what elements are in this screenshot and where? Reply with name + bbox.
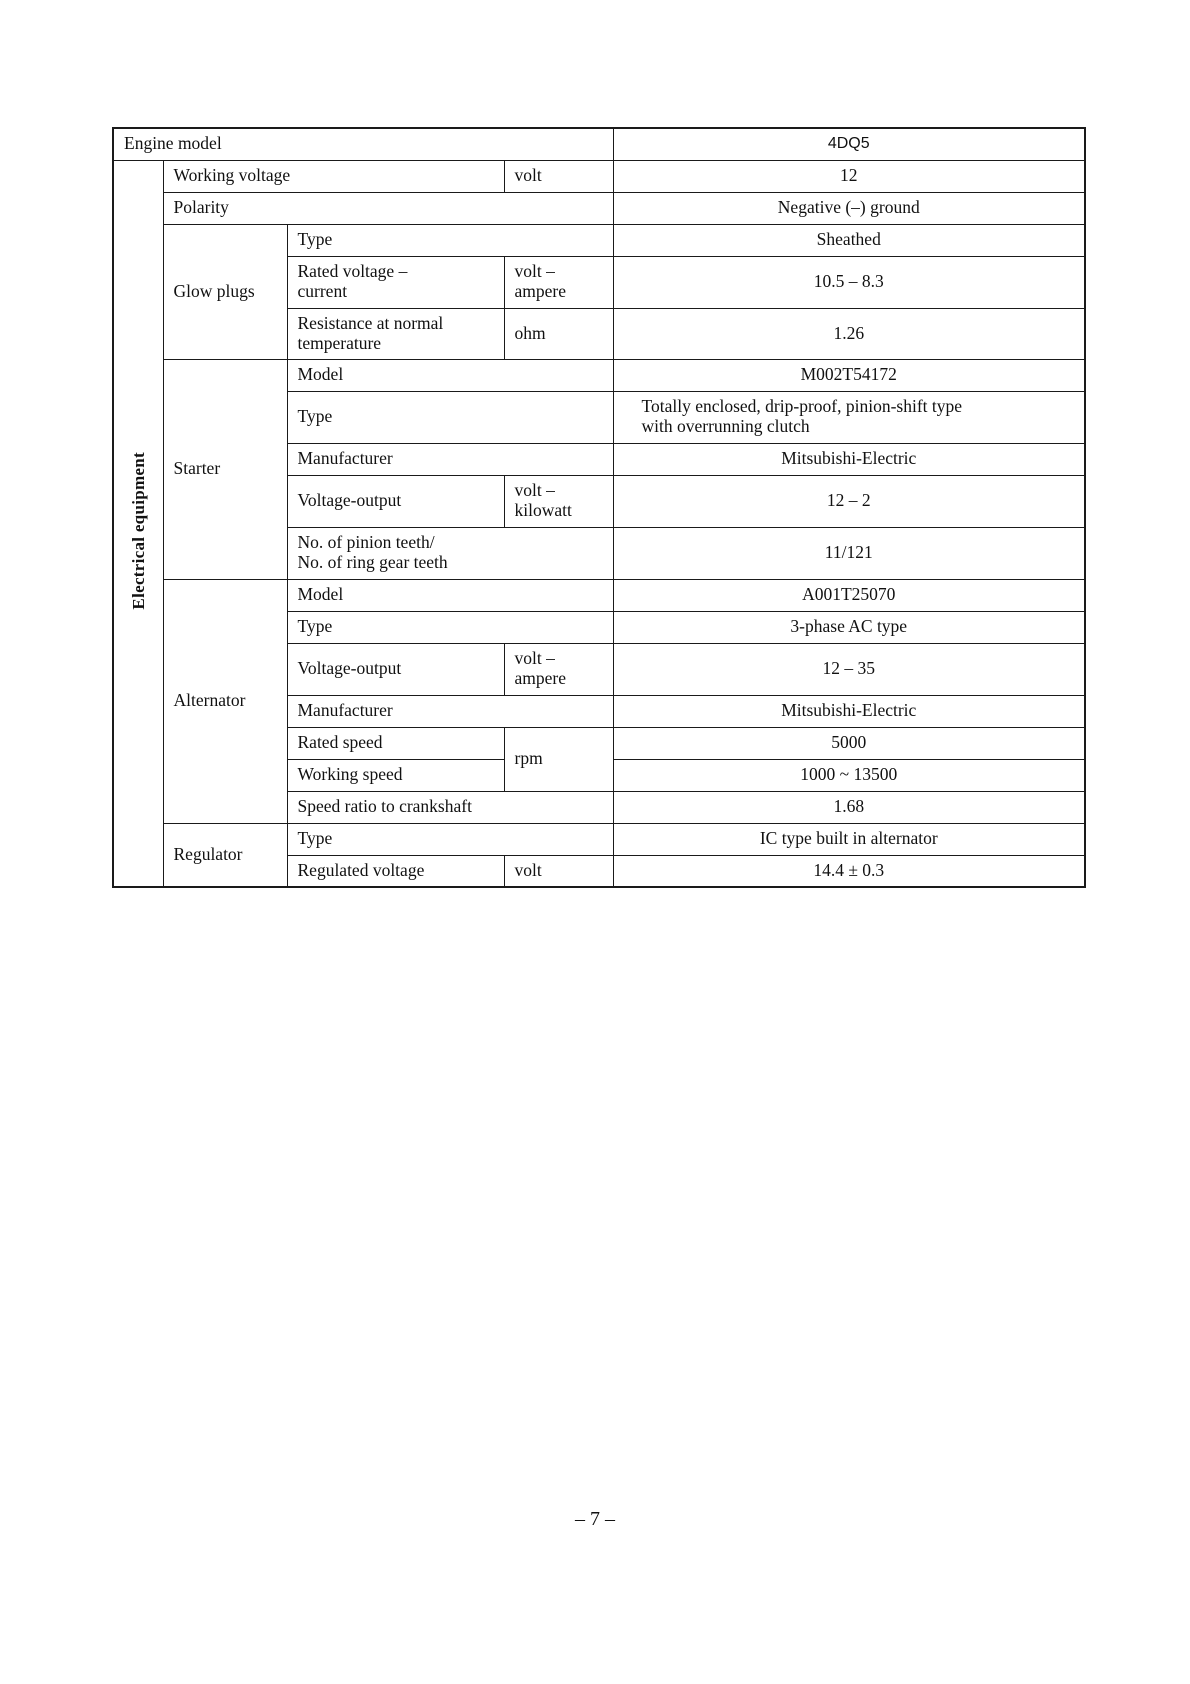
- starter-manufacturer-value: Mitsubishi-Electric: [613, 443, 1085, 475]
- section-label-cell: [113, 160, 163, 887]
- polarity-label: Polarity: [163, 192, 613, 224]
- starter-teeth-label: No. of pinion teeth/ No. of ring gear teeth: [287, 527, 613, 579]
- alternator-rated-speed-label: Rated speed: [287, 727, 504, 759]
- page-number: – 7 –: [575, 1508, 615, 1530]
- engine-model-label: Engine model: [113, 128, 613, 160]
- starter-type-value: Totally enclosed, drip-proof, pinion-shift type with overrunning clutch: [613, 391, 1085, 443]
- alternator-speed-ratio-label: Speed ratio to crankshaft: [287, 791, 613, 823]
- glow-type-label: Type: [287, 224, 613, 256]
- regulator-label: Regulator: [163, 823, 287, 887]
- starter-model-value: M002T54172: [613, 359, 1085, 391]
- regulated-voltage-label: Regulated voltage: [287, 855, 504, 887]
- glow-type-value: Sheathed: [613, 224, 1085, 256]
- glow-resistance-value: 1.26: [613, 308, 1085, 359]
- starter-voltage-output-value: 12 – 2: [613, 475, 1085, 527]
- polarity-value: Negative (–) ground: [613, 192, 1085, 224]
- section-label: Electrical equipment: [128, 451, 148, 610]
- alternator-voltage-output-value: 12 – 35: [613, 643, 1085, 695]
- row-polarity: [113, 192, 1085, 224]
- alternator-speed-ratio-value: 1.68: [613, 791, 1085, 823]
- working-voltage-value: 12: [613, 160, 1085, 192]
- alternator-model-label: Model: [287, 579, 613, 611]
- starter-label: Starter: [163, 359, 287, 579]
- alternator-type-value: 3-phase AC type: [613, 611, 1085, 643]
- row-starter-model: [113, 359, 1085, 391]
- alternator-type-label: Type: [287, 611, 613, 643]
- starter-voltage-output-label: Voltage-output: [287, 475, 504, 527]
- glow-rated-voltage-value: 10.5 – 8.3: [613, 256, 1085, 308]
- engine-model-value: 4DQ5: [613, 128, 1085, 160]
- starter-voltage-output-unit: volt – kilowatt: [504, 475, 613, 527]
- alternator-working-speed-value: 1000 ~ 13500: [613, 759, 1085, 791]
- glow-plugs-label: Glow plugs: [163, 224, 287, 359]
- alternator-rated-speed-value: 5000: [613, 727, 1085, 759]
- alternator-model-value: A001T25070: [613, 579, 1085, 611]
- glow-rated-voltage-unit: volt – ampere: [504, 256, 613, 308]
- row-working-voltage: [113, 160, 1085, 192]
- regulated-voltage-value: 14.4 ± 0.3: [613, 855, 1085, 887]
- alternator-voltage-output-label: Voltage-output: [287, 643, 504, 695]
- alternator-manufacturer-value: Mitsubishi-Electric: [613, 695, 1085, 727]
- glow-resistance-unit: ohm: [504, 308, 613, 359]
- starter-teeth-value: 11/121: [613, 527, 1085, 579]
- row-regulator-type: [113, 823, 1085, 855]
- row-glow-type: [113, 224, 1085, 256]
- alternator-speed-unit: rpm: [504, 727, 613, 791]
- glow-rated-voltage-label: Rated voltage – current: [287, 256, 504, 308]
- electrical-equipment-spec-table: [112, 127, 1086, 888]
- alternator-label: Alternator: [163, 579, 287, 823]
- regulated-voltage-unit: volt: [504, 855, 613, 887]
- row-engine-model: [113, 128, 1085, 160]
- row-alternator-model: [113, 579, 1085, 611]
- regulator-type-value: IC type built in alternator: [613, 823, 1085, 855]
- glow-resistance-label: Resistance at normal temperature: [287, 308, 504, 359]
- starter-type-label: Type: [287, 391, 613, 443]
- alternator-working-speed-label: Working speed: [287, 759, 504, 791]
- starter-manufacturer-label: Manufacturer: [287, 443, 613, 475]
- working-voltage-unit: volt: [504, 160, 613, 192]
- working-voltage-label: Working voltage: [163, 160, 504, 192]
- regulator-type-label: Type: [287, 823, 613, 855]
- alternator-manufacturer-label: Manufacturer: [287, 695, 613, 727]
- starter-model-label: Model: [287, 359, 613, 391]
- alternator-voltage-output-unit: volt – ampere: [504, 643, 613, 695]
